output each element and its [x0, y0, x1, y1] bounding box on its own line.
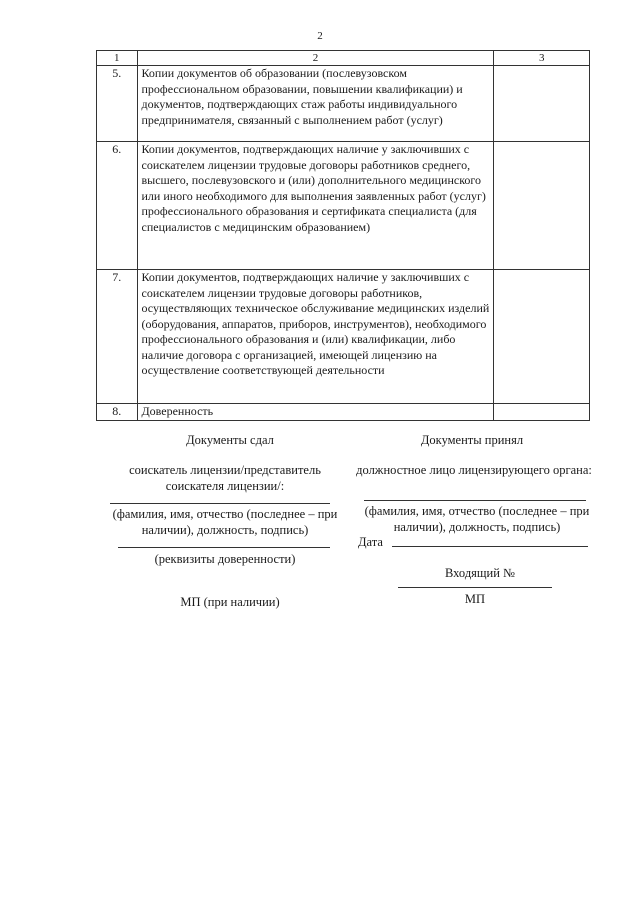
incoming-number-label: Входящий № [444, 566, 515, 580]
row-mark-cell [494, 270, 590, 404]
table-row [97, 270, 590, 404]
official-name-caption: (фамилия, имя, отчество (последнее – при наличии), должность, подпись) [364, 504, 590, 534]
column-header-mark: 3 [494, 51, 590, 66]
row-number: 6. [97, 142, 138, 270]
official-signature-line [364, 500, 586, 501]
row-mark-cell [494, 142, 590, 270]
column-header-document: 2 [137, 51, 494, 66]
row-number: 5. [97, 66, 138, 142]
applicant-role: соискатель лицензии/представитель соискателя лицензии/: [129, 463, 321, 493]
row-mark-cell [494, 404, 590, 421]
table-row [97, 66, 590, 142]
incoming-number-line [398, 587, 552, 588]
column-header-number: 1 [97, 51, 138, 66]
row-number: 8. [97, 404, 138, 421]
row-document-text: Доверенность [137, 404, 494, 421]
proxy-details-caption: (реквизиты доверенности) [154, 552, 296, 566]
row-document-text: Копии документов, подтверждающих наличие у заключивших с соискателем лицензии трудовые договоры работников среднего, высшего, послевузовского и (или) дополнительного медицинского или иного необходимого для выполнения заявленных работ (услуг) профессионального образования и сертификата специалиста (для специалистов с медицинским образованием) [137, 142, 494, 270]
accepted-heading: Документы принял [420, 433, 524, 447]
row-mark-cell [494, 66, 590, 142]
table-row [97, 404, 590, 421]
documents-table [96, 50, 590, 421]
submitted-heading: Документы сдал [186, 433, 274, 447]
proxy-details-line [118, 547, 330, 548]
table-row [97, 142, 590, 270]
official-seal-caption: МП [464, 592, 486, 606]
row-document-text: Копии документов об образовании (послевузовском профессиональном образовании, повышении квалификации) и документов, подтверждающих стаж работы индивидуального предпринимателя, связанный с выполнением работ (услуг) [137, 66, 494, 142]
date-label: Дата [358, 535, 383, 549]
page-number: 2 [317, 30, 323, 42]
applicant-signature-line [110, 503, 330, 504]
table-header-row [97, 51, 590, 66]
row-number: 7. [97, 270, 138, 404]
applicant-seal-caption: МП (при наличии) [180, 595, 280, 609]
date-line [392, 546, 588, 547]
applicant-name-caption: (фамилия, имя, отчество (последнее – при наличии), должность, подпись) [112, 507, 338, 537]
official-role: должностное лицо лицензирующего органа: [356, 463, 592, 477]
row-document-text: Копии документов, подтверждающих наличие у заключивших с соискателем лицензии трудовые договоры работников, осуществляющих техническое обслуживание медицинских изделий (оборудования, аппаратов, приборов, инструментов), необходимого профессионального образования и (или) квалификации, либо наличие договора с организацией, имеющей лицензию на осуществление соответствующей деятельности [137, 270, 494, 404]
